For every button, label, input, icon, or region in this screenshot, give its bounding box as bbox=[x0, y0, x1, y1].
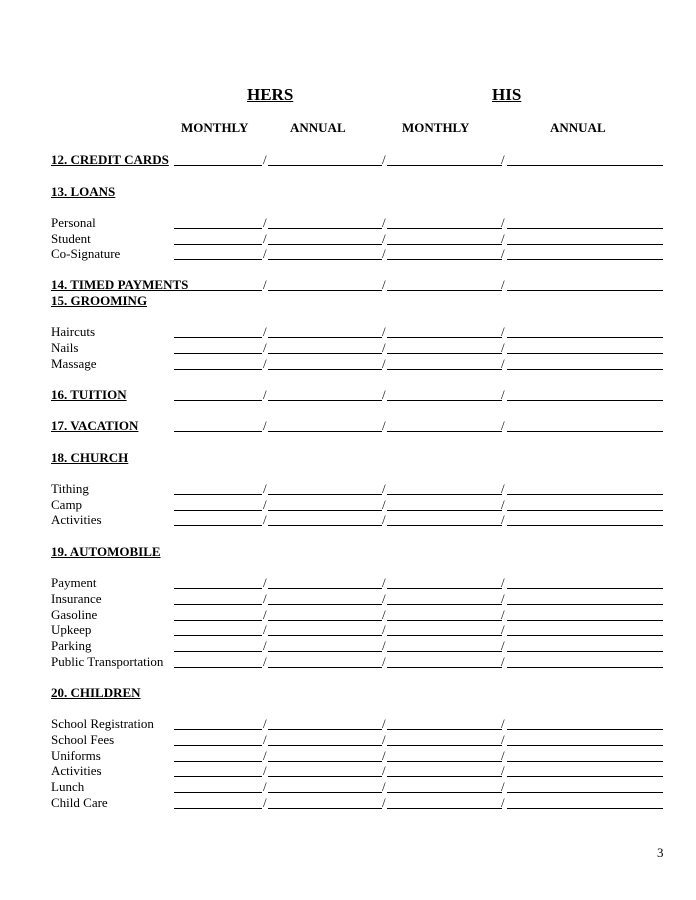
slash-divider: / bbox=[501, 231, 505, 246]
section-title-tuition: 16. TUITION bbox=[51, 387, 127, 402]
slash-divider: / bbox=[382, 481, 386, 496]
slash-divider: / bbox=[382, 231, 386, 246]
his-monthly-heading: MONTHLY bbox=[402, 120, 470, 135]
line-item-grooming-0-field-1[interactable] bbox=[174, 325, 262, 338]
slash-divider: / bbox=[501, 716, 505, 731]
line-item-label: Public Transportation bbox=[51, 654, 164, 669]
line-item-grooming-1-field-3[interactable] bbox=[387, 341, 502, 354]
slash-divider: / bbox=[501, 575, 505, 590]
line-item-label: Haircuts bbox=[51, 324, 96, 339]
line-item-loans-2-field-1[interactable] bbox=[174, 247, 262, 260]
line-item-label: School Registration bbox=[51, 716, 154, 731]
section-credit-cards-field-3[interactable] bbox=[387, 153, 502, 166]
line-item-children-3-field-4[interactable] bbox=[507, 764, 663, 777]
line-item-label: School Fees bbox=[51, 732, 115, 747]
section-timed-payments-field-2[interactable] bbox=[268, 278, 382, 291]
slash-divider: / bbox=[382, 795, 386, 810]
line-item-children-3-field-3[interactable] bbox=[387, 764, 502, 777]
slash-divider: / bbox=[501, 732, 505, 747]
line-item-automobile-5-field-3[interactable] bbox=[387, 655, 502, 668]
line-item-children-5-field-4[interactable] bbox=[507, 796, 663, 809]
line-item-children-3-field-2[interactable] bbox=[268, 764, 382, 777]
line-item-children-1-field-3[interactable] bbox=[387, 733, 502, 746]
line-item-loans-2-field-3[interactable] bbox=[387, 247, 502, 260]
line-item-automobile-0-field-3[interactable] bbox=[387, 576, 502, 589]
line-item-automobile-0-field-1[interactable] bbox=[174, 576, 262, 589]
line-item-loans-0-field-1[interactable] bbox=[174, 216, 262, 229]
slash-divider: / bbox=[382, 340, 386, 355]
line-item-automobile-3-field-3[interactable] bbox=[387, 623, 502, 636]
slash-divider: / bbox=[382, 638, 386, 653]
line-item-children-4-field-2[interactable] bbox=[268, 780, 382, 793]
line-item-church-2-field-1[interactable] bbox=[174, 513, 262, 526]
section-timed-payments-field-1[interactable] bbox=[174, 278, 262, 291]
line-item-automobile-0-field-4[interactable] bbox=[507, 576, 663, 589]
line-item-grooming-0-field-2[interactable] bbox=[268, 325, 382, 338]
slash-divider: / bbox=[263, 277, 267, 292]
slash-divider: / bbox=[382, 497, 386, 512]
line-item-loans-1-field-3[interactable] bbox=[387, 232, 502, 245]
section-title-credit-cards: 12. CREDIT CARDS bbox=[51, 152, 169, 167]
slash-divider: / bbox=[382, 779, 386, 794]
section-vacation-field-3[interactable] bbox=[387, 419, 502, 432]
line-item-children-0-field-3[interactable] bbox=[387, 717, 502, 730]
line-item-grooming-1-field-1[interactable] bbox=[174, 341, 262, 354]
slash-divider: / bbox=[501, 215, 505, 230]
line-item-grooming-2-field-4[interactable] bbox=[507, 357, 663, 370]
hers-monthly-heading: MONTHLY bbox=[181, 120, 249, 135]
line-item-grooming-2-field-1[interactable] bbox=[174, 357, 262, 370]
slash-divider: / bbox=[501, 591, 505, 606]
slash-divider: / bbox=[501, 748, 505, 763]
slash-divider: / bbox=[263, 607, 267, 622]
slash-divider: / bbox=[501, 638, 505, 653]
line-item-children-5-field-3[interactable] bbox=[387, 796, 502, 809]
slash-divider: / bbox=[501, 387, 505, 402]
line-item-grooming-2-field-2[interactable] bbox=[268, 357, 382, 370]
slash-divider: / bbox=[263, 512, 267, 527]
line-item-church-0-field-3[interactable] bbox=[387, 482, 502, 495]
slash-divider: / bbox=[263, 246, 267, 261]
line-item-children-1-field-4[interactable] bbox=[507, 733, 663, 746]
line-item-automobile-2-field-1[interactable] bbox=[174, 608, 262, 621]
line-item-automobile-5-field-2[interactable] bbox=[268, 655, 382, 668]
line-item-grooming-0-field-4[interactable] bbox=[507, 325, 663, 338]
line-item-label: Child Care bbox=[51, 795, 108, 810]
line-item-church-1-field-3[interactable] bbox=[387, 498, 502, 511]
line-item-loans-2-field-2[interactable] bbox=[268, 247, 382, 260]
section-vacation-field-2[interactable] bbox=[268, 419, 382, 432]
slash-divider: / bbox=[382, 607, 386, 622]
line-item-automobile-1-field-3[interactable] bbox=[387, 592, 502, 605]
slash-divider: / bbox=[263, 591, 267, 606]
slash-divider: / bbox=[382, 512, 386, 527]
slash-divider: / bbox=[263, 732, 267, 747]
section-title-church: 18. CHURCH bbox=[51, 450, 129, 465]
line-item-loans-0-field-2[interactable] bbox=[268, 216, 382, 229]
line-item-children-2-field-1[interactable] bbox=[174, 749, 262, 762]
slash-divider: / bbox=[263, 497, 267, 512]
line-item-label: Camp bbox=[51, 497, 83, 512]
line-item-automobile-3-field-1[interactable] bbox=[174, 623, 262, 636]
line-item-children-1-field-2[interactable] bbox=[268, 733, 382, 746]
slash-divider: / bbox=[501, 622, 505, 637]
slash-divider: / bbox=[263, 795, 267, 810]
line-item-label: Activities bbox=[51, 763, 102, 778]
line-item-automobile-2-field-2[interactable] bbox=[268, 608, 382, 621]
slash-divider: / bbox=[501, 607, 505, 622]
line-item-church-1-field-4[interactable] bbox=[507, 498, 663, 511]
line-item-loans-0-field-3[interactable] bbox=[387, 216, 502, 229]
line-item-loans-1-field-1[interactable] bbox=[174, 232, 262, 245]
section-credit-cards-field-1[interactable] bbox=[174, 153, 262, 166]
slash-divider: / bbox=[382, 387, 386, 402]
slash-divider: / bbox=[382, 716, 386, 731]
line-item-label: Parking bbox=[51, 638, 92, 653]
slash-divider: / bbox=[263, 716, 267, 731]
slash-divider: / bbox=[382, 246, 386, 261]
line-item-automobile-2-field-3[interactable] bbox=[387, 608, 502, 621]
slash-divider: / bbox=[501, 763, 505, 778]
line-item-automobile-4-field-1[interactable] bbox=[174, 639, 262, 652]
line-item-children-4-field-1[interactable] bbox=[174, 780, 262, 793]
line-item-grooming-1-field-4[interactable] bbox=[507, 341, 663, 354]
slash-divider: / bbox=[501, 654, 505, 669]
slash-divider: / bbox=[263, 152, 267, 167]
hers-annual-heading: ANNUAL bbox=[290, 120, 346, 135]
line-item-children-4-field-4[interactable] bbox=[507, 780, 663, 793]
slash-divider: / bbox=[382, 277, 386, 292]
slash-divider: / bbox=[263, 418, 267, 433]
line-item-grooming-0-field-3[interactable] bbox=[387, 325, 502, 338]
slash-divider: / bbox=[263, 638, 267, 653]
line-item-children-1-field-1[interactable] bbox=[174, 733, 262, 746]
slash-divider: / bbox=[501, 795, 505, 810]
line-item-automobile-5-field-4[interactable] bbox=[507, 655, 663, 668]
slash-divider: / bbox=[382, 575, 386, 590]
line-item-automobile-5-field-1[interactable] bbox=[174, 655, 262, 668]
line-item-grooming-2-field-3[interactable] bbox=[387, 357, 502, 370]
section-tuition-field-1[interactable] bbox=[174, 388, 262, 401]
line-item-label: Student bbox=[51, 231, 91, 246]
line-item-children-5-field-2[interactable] bbox=[268, 796, 382, 809]
line-item-church-0-field-4[interactable] bbox=[507, 482, 663, 495]
line-item-automobile-4-field-4[interactable] bbox=[507, 639, 663, 652]
slash-divider: / bbox=[382, 356, 386, 371]
line-item-automobile-3-field-4[interactable] bbox=[507, 623, 663, 636]
slash-divider: / bbox=[382, 654, 386, 669]
section-title-loans: 13. LOANS bbox=[51, 184, 116, 199]
slash-divider: / bbox=[263, 387, 267, 402]
line-item-automobile-3-field-2[interactable] bbox=[268, 623, 382, 636]
section-tuition-field-4[interactable] bbox=[507, 388, 663, 401]
slash-divider: / bbox=[382, 152, 386, 167]
slash-divider: / bbox=[263, 356, 267, 371]
slash-divider: / bbox=[382, 324, 386, 339]
slash-divider: / bbox=[263, 324, 267, 339]
slash-divider: / bbox=[501, 418, 505, 433]
line-item-loans-0-field-4[interactable] bbox=[507, 216, 663, 229]
line-item-church-2-field-3[interactable] bbox=[387, 513, 502, 526]
line-item-church-0-field-2[interactable] bbox=[268, 482, 382, 495]
slash-divider: / bbox=[263, 231, 267, 246]
slash-divider: / bbox=[382, 748, 386, 763]
slash-divider: / bbox=[501, 246, 505, 261]
slash-divider: / bbox=[501, 340, 505, 355]
line-item-children-0-field-4[interactable] bbox=[507, 717, 663, 730]
line-item-automobile-2-field-4[interactable] bbox=[507, 608, 663, 621]
line-item-label: Massage bbox=[51, 356, 97, 371]
slash-divider: / bbox=[382, 763, 386, 778]
slash-divider: / bbox=[501, 324, 505, 339]
slash-divider: / bbox=[382, 215, 386, 230]
slash-divider: / bbox=[263, 575, 267, 590]
slash-divider: / bbox=[501, 512, 505, 527]
line-item-label: Insurance bbox=[51, 591, 102, 606]
line-item-label: Activities bbox=[51, 512, 102, 527]
slash-divider: / bbox=[382, 622, 386, 637]
line-item-label: Upkeep bbox=[51, 622, 92, 637]
section-timed-payments-field-3[interactable] bbox=[387, 278, 502, 291]
section-tuition-field-3[interactable] bbox=[387, 388, 502, 401]
line-item-children-3-field-1[interactable] bbox=[174, 764, 262, 777]
line-item-label: Lunch bbox=[51, 779, 85, 794]
line-item-children-5-field-1[interactable] bbox=[174, 796, 262, 809]
line-item-label: Personal bbox=[51, 215, 96, 230]
line-item-grooming-1-field-2[interactable] bbox=[268, 341, 382, 354]
slash-divider: / bbox=[501, 356, 505, 371]
section-title-automobile: 19. AUTOMOBILE bbox=[51, 544, 161, 559]
line-item-loans-2-field-4[interactable] bbox=[507, 247, 663, 260]
slash-divider: / bbox=[382, 732, 386, 747]
slash-divider: / bbox=[501, 481, 505, 496]
section-timed-payments-field-4[interactable] bbox=[507, 278, 663, 291]
slash-divider: / bbox=[501, 497, 505, 512]
line-item-church-2-field-2[interactable] bbox=[268, 513, 382, 526]
his-annual-heading: ANNUAL bbox=[550, 120, 606, 135]
line-item-church-0-field-1[interactable] bbox=[174, 482, 262, 495]
his-heading: HIS bbox=[492, 85, 522, 104]
line-item-automobile-1-field-1[interactable] bbox=[174, 592, 262, 605]
line-item-automobile-4-field-3[interactable] bbox=[387, 639, 502, 652]
slash-divider: / bbox=[263, 654, 267, 669]
line-item-label: Nails bbox=[51, 340, 79, 355]
slash-divider: / bbox=[263, 215, 267, 230]
line-item-label: Gasoline bbox=[51, 607, 98, 622]
hers-heading: HERS bbox=[247, 85, 294, 104]
section-title-grooming: 15. GROOMING bbox=[51, 293, 148, 308]
slash-divider: / bbox=[263, 481, 267, 496]
slash-divider: / bbox=[263, 779, 267, 794]
slash-divider: / bbox=[263, 748, 267, 763]
line-item-loans-1-field-4[interactable] bbox=[507, 232, 663, 245]
line-item-church-1-field-2[interactable] bbox=[268, 498, 382, 511]
page-number: 3 bbox=[657, 845, 664, 860]
slash-divider: / bbox=[263, 340, 267, 355]
line-item-automobile-4-field-2[interactable] bbox=[268, 639, 382, 652]
line-item-children-2-field-4[interactable] bbox=[507, 749, 663, 762]
line-item-label: Co-Signature bbox=[51, 246, 121, 261]
slash-divider: / bbox=[382, 418, 386, 433]
section-title-children: 20. CHILDREN bbox=[51, 685, 141, 700]
line-item-children-0-field-2[interactable] bbox=[268, 717, 382, 730]
section-title-timed-payments: 14. TIMED PAYMENTS bbox=[51, 277, 189, 292]
section-credit-cards-field-4[interactable] bbox=[507, 153, 663, 166]
line-item-children-2-field-2[interactable] bbox=[268, 749, 382, 762]
line-item-automobile-1-field-4[interactable] bbox=[507, 592, 663, 605]
slash-divider: / bbox=[501, 779, 505, 794]
section-title-vacation: 17. VACATION bbox=[51, 418, 139, 433]
line-item-children-4-field-3[interactable] bbox=[387, 780, 502, 793]
line-item-church-2-field-4[interactable] bbox=[507, 513, 663, 526]
line-item-loans-1-field-2[interactable] bbox=[268, 232, 382, 245]
line-item-church-1-field-1[interactable] bbox=[174, 498, 262, 511]
section-tuition-field-2[interactable] bbox=[268, 388, 382, 401]
slash-divider: / bbox=[501, 152, 505, 167]
line-item-label: Payment bbox=[51, 575, 97, 590]
section-vacation-field-4[interactable] bbox=[507, 419, 663, 432]
line-item-automobile-1-field-2[interactable] bbox=[268, 592, 382, 605]
slash-divider: / bbox=[382, 591, 386, 606]
section-vacation-field-1[interactable] bbox=[174, 419, 262, 432]
line-item-automobile-0-field-2[interactable] bbox=[268, 576, 382, 589]
line-item-children-0-field-1[interactable] bbox=[174, 717, 262, 730]
line-item-label: Tithing bbox=[51, 481, 89, 496]
line-item-children-2-field-3[interactable] bbox=[387, 749, 502, 762]
section-credit-cards-field-2[interactable] bbox=[268, 153, 382, 166]
slash-divider: / bbox=[263, 622, 267, 637]
slash-divider: / bbox=[263, 763, 267, 778]
line-item-label: Uniforms bbox=[51, 748, 101, 763]
slash-divider: / bbox=[501, 277, 505, 292]
